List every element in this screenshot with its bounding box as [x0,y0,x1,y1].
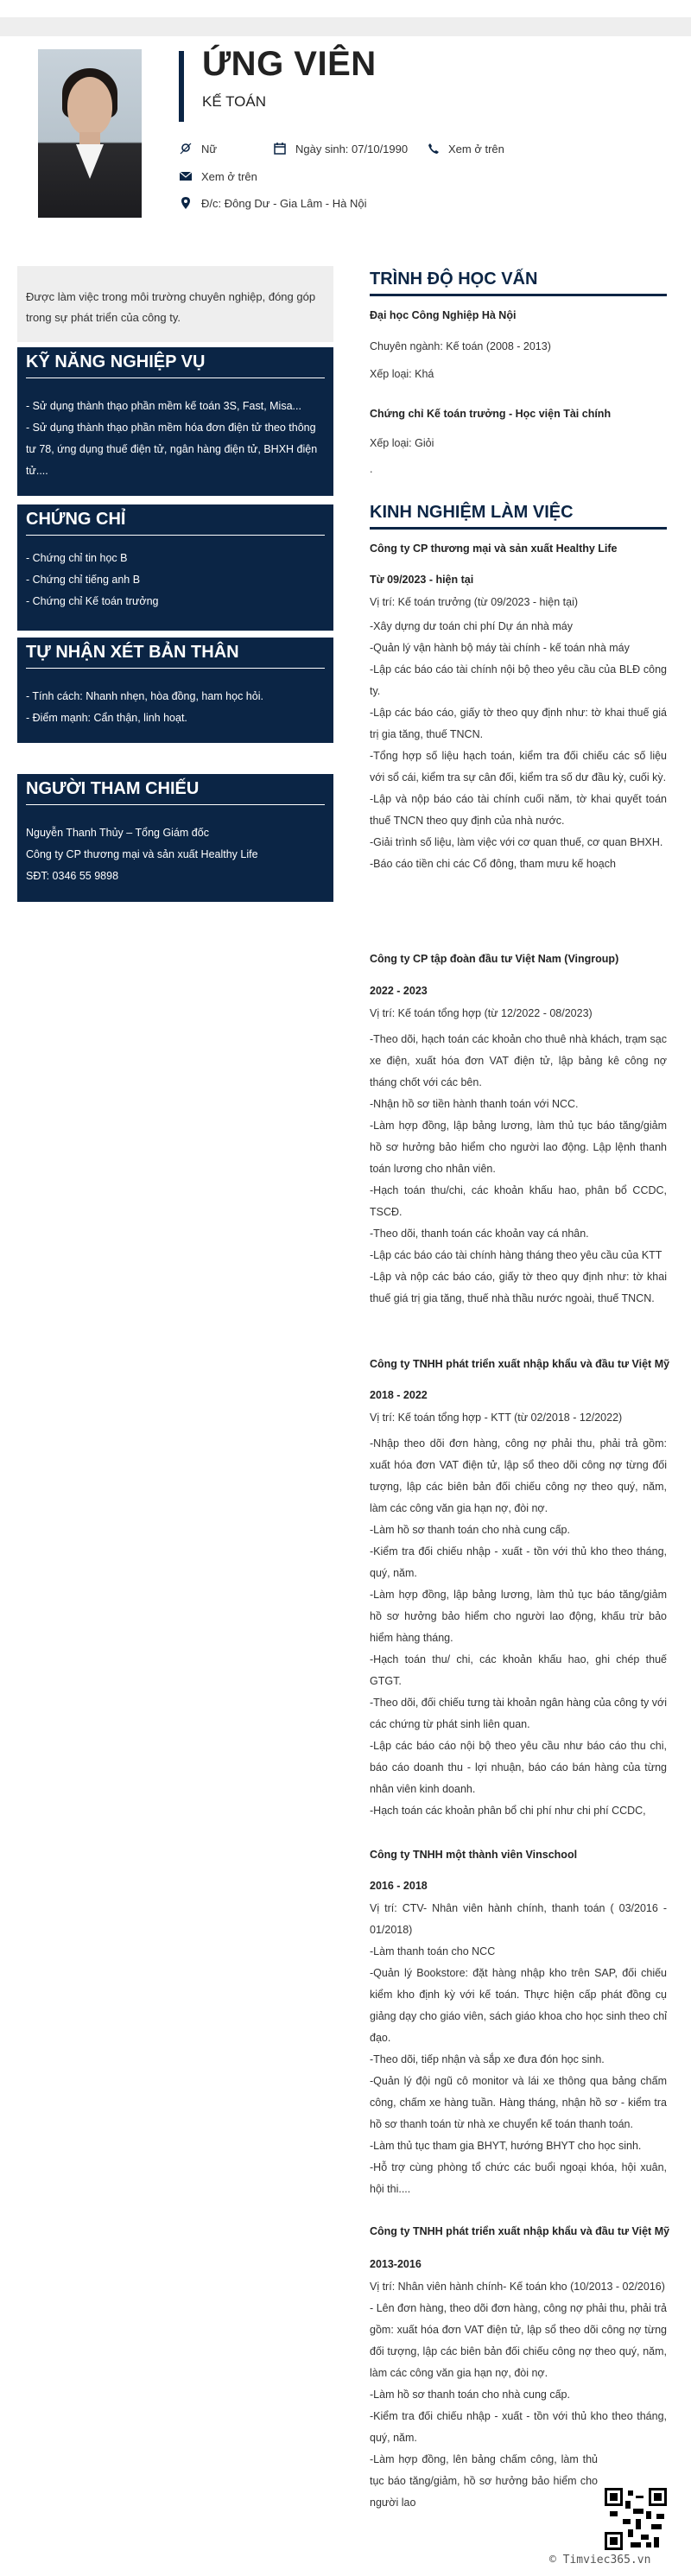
job-company: Công ty CP tập đoàn đầu tư Việt Nam (Vingroup) [370,953,619,965]
job-duty: -Hỗ trợ cùng phòng tổ chức các buổi ngoại khóa, hội xuân, hội thi.... [370,2161,667,2195]
job-duty: -Làm hồ sơ thanh toán cho nhà cung cấp. [370,1524,570,1536]
skills-title: KỸ NĂNG NGHIỆP VỤ [26,352,206,371]
education-certificate-grade: Xếp loại: Giỏi [370,437,434,449]
job-role: Vị trí: Kế toán tổng hợp (từ 12/2022 - 08/2023) [370,1007,593,1019]
self-assessment-section [17,638,333,743]
skills-line: - Sử dụng thành thạo phần mềm kế toán 3S, Fast, Misa... [26,400,301,412]
experience-title: KINH NGHIỆM LÀM VIỆC [370,503,574,522]
reference-line: Công ty CP thương mại và sản xuất Healthy Life [26,848,258,860]
gender-text: Nữ [201,143,218,155]
job-duty: -Theo dõi, đối chiếu tưng tài khoản ngân hàng của công ty với các chứng từ phát sinh liên quan. [370,1697,667,1730]
job-duty: -Làm thủ tục tham gia BHYT, hướng BHYT cho học sinh. [370,2140,642,2152]
email-icon [179,169,193,183]
job-company: Công ty TNHH phát triển xuất nhập khẩu và đầu tư Việt Mỹ [370,1358,670,1370]
job-company: Công ty TNHH phát triển xuất nhập khẩu và đầu tư Việt Mỹ [370,2225,670,2237]
job-duty: -Làm hợp đồng, lên bảng chấm công, làm thủ tục báo tăng/giảm, hồ sơ hưởng bảo hiểm cho người lao [370,2453,598,2509]
job-duty: -Làm hợp đồng, lập bảng lương, làm thủ tục báo tăng/giảm hồ sơ hưởng bảo hiểm cho người lao động. Lập lệnh thanh toán lương cho nhân viên. [370,1120,667,1175]
calendar-icon [273,142,287,155]
job-description [370,1898,667,2200]
certificate-item: - Chứng chỉ Kế toán trưởng [26,595,159,607]
job-duty: -Làm hồ sơ thanh toán cho nhà cung cấp. [370,2389,570,2401]
top-bar [0,17,691,36]
job-duty: -Lập các báo cáo tài chính hàng tháng theo yêu cầu của KTT [370,1249,662,1261]
career-objective-text: Được làm việc trong môi trường chuyên nghiệp, đóng góp trong sự phát triển của công ty. [26,290,316,324]
references-section [17,774,333,902]
certificates-title: CHỨNG CHỈ [26,510,126,529]
address-text: Đ/c: Đông Dư - Gia Lâm - Hà Nội [201,197,367,210]
job-role: Vị trí: Kế toán trưởng (từ 09/2023 - hiện tại) [370,596,579,608]
reference-line: SĐT: 0346 55 9898 [26,870,119,882]
job-role: Vị trí: CTV- Nhân viên hành chính, thanh toán ( 03/2016 - 01/2018) [370,1902,667,1936]
education-major: Chuyên ngành: Kế toán (2008 - 2013) [370,340,551,352]
education-title: TRÌNH ĐỘ HỌC VẤN [370,270,538,289]
job-description [370,2276,667,2514]
job-duty: -Làm hợp đồng, lập bảng lương, làm thủ tục báo tăng/giảm hồ sơ hưởng bảo hiểm cho người lao động, khấu trừ bảo hiểm hàng tháng. [370,1589,667,1644]
job-duty: -Quản lý vận hành bộ máy tài chính - kế toán nhà máy [370,642,630,654]
reference-line: Nguyễn Thanh Thủy – Tổng Giám đốc [26,827,209,839]
skills-line: tư 78, ứng dụng thuế điện tử, ngân hàng điện tử, BHXH điện [26,443,318,455]
birthday-text: Ngày sinh: 07/10/1990 [295,143,409,155]
job-duty: -Lập và nộp báo cáo tài chính cuối năm, tờ khai quyết toán thuế TNCN theo quy định của nhà nước. [370,793,667,827]
phone-text: Xem ở trên [448,143,504,155]
education-certificate: Chứng chỉ Kế toán trưởng - Học viện Tài chính [370,408,612,420]
job-duty: -Theo dõi, hạch toán các khoản cho thuê nhà khách, trạm sạc xe điện, xuất hóa đơn VAT điện tử, lập bảng kê công nợ tháng chốt với các bên. [370,1033,667,1088]
email-text: Xem ở trên [201,170,257,183]
location-icon [179,196,193,210]
job-duty: -Làm thanh toán cho NCC [370,1945,496,1957]
job-role: Vị trí: Kế toán tổng hợp - KTT (từ 02/2018 - 12/2022) [370,1412,623,1424]
career-objective [17,266,333,342]
skills-section [17,347,333,496]
job-duty: -Giải trình số liệu, làm việc với cơ quan thuế, cơ quan BHXH. [370,836,663,848]
education-end-dot: . [370,463,373,475]
references-title: NGƯỜI THAM CHIẾU [26,779,200,798]
job-duty: -Xây dựng dư toán chi phí Dự án nhà máy [370,620,573,632]
education-grade: Xếp loại: Khá [370,368,434,380]
experience-rule [370,527,667,530]
job-duty: -Tổng hợp số liệu hạch toán, kiểm tra đối chiếu các số liệu với sổ cái, kiểm tra sự cân đối, kiểm tra số dư đầu kỳ, cuối kỳ. [370,750,667,784]
job-duty: -Báo cáo tiền chi các Cổ đông, tham mưu kế hoạch [370,858,616,870]
job-description [370,1029,667,1310]
self-assessment-line: - Tính cách: Nhanh nhẹn, hòa đồng, ham học hỏi. [26,690,263,702]
job-period: Từ 09/2023 - hiện tại [370,574,474,586]
name-accent-bar [179,51,184,122]
job-duty: -Kiểm tra đối chiếu nhập - xuất - tồn với thủ kho theo tháng, quý, năm. [370,1545,667,1579]
candidate-photo [38,49,142,218]
job-duty: -Lập các báo cáo nội bộ theo yêu cầu như báo cáo thu chi, báo cáo doanh thu - lợi nhuận, báo cáo bán hàng của từng nhân viên kinh doanh. [370,1740,667,1795]
job-duty: -Hạch toán thu/ chi, các khoản khấu hao, ghi chép thuế GTGT. [370,1653,667,1687]
job-duty: -Lập các báo cáo tài chính nội bộ theo yêu cầu của BLĐ công ty. [370,663,667,697]
job-duty: -Lập và nộp các báo cáo, giấy tờ theo quy định như: tờ khai thuế giá trị gia tăng, thuế nhà thầu nước ngoài, thuế TNCN. [370,1271,667,1304]
job-duty: -Quản lý đội ngũ cô monitor và lái xe thông qua bảng chấm công, chấm xe hàng tuần. Hàng tháng, nhận hồ sơ - kiểm tra hồ sơ thanh toán từ nhà xe chuyển kế toán thanh toán. [370,2075,667,2130]
job-duty: -Hạch toán thu/chi, các khoản khấu hao, phân bổ CCDC, TSCĐ. [370,1184,667,1218]
education-rule [370,294,667,296]
job-duty: -Lập các báo cáo, giấy tờ theo quy định như: tờ khai thuế giá trị gia tăng, thuế TNCN. [370,707,667,740]
qr-code [605,2488,667,2550]
certificates-section [17,504,333,631]
job-duty: -Kiểm tra đối chiếu nhập - xuất - tồn với thủ kho theo tháng, quý, năm. [370,2410,667,2444]
job-company: Công ty CP thương mại và sản xuất Healthy Life [370,542,618,555]
education-school: Đại học Công Nghiệp Hà Nội [370,309,517,321]
job-description [370,616,667,875]
job-period: 2022 - 2023 [370,985,428,997]
job-duty: -Nhập theo dõi đơn hàng, công nợ phải thu, phải trả gồm: xuất hóa đơn VAT điện tử, lập sổ theo dõi công nợ từng đối tượng, lập các biên bản đối chiếu công nợ theo quý, năm, làm các công văn gia hạn nợ, đòi nợ. [370,1437,667,1514]
job-duty: -Nhận hồ sơ tiền hành thanh toán với NCC. [370,1098,579,1110]
skills-line: - Sử dụng thành thạo phần mềm hóa đơn điện tử theo thông [26,422,316,434]
certificate-item: - Chứng chỉ tin học B [26,552,128,564]
job-period: 2016 - 2018 [370,1880,428,1892]
job-duty: - Lên đơn hàng, theo dõi đơn hàng, công nợ phải thu, phải trả gồm: xuất hóa đơn VAT điện tử, lập sổ theo dõi công nợ từng đối tượng, lập các biên bản đối chiếu công nợ theo quý, năm, làm các công văn gia hạn nợ, đòi nợ. [370,2302,667,2379]
candidate-name: ỨNG VIÊN [202,45,377,83]
job-duty: -Theo dõi, tiếp nhận và sắp xe đưa đón học sinh. [370,2053,605,2065]
job-period: 2013-2016 [370,2258,422,2270]
certificate-item: - Chứng chỉ tiếng anh B [26,574,141,586]
self-assessment-line: - Điểm mạnh: Cẩn thận, linh hoạt. [26,712,187,724]
candidate-position: KẾ TOÁN [202,93,267,110]
job-company: Công ty TNHH một thành viên Vinschool [370,1849,578,1861]
self-assessment-title: TỰ NHẬN XÉT BẢN THÂN [26,643,239,662]
job-duty: -Hạch toán các khoản phân bổ chi phí như chi phí CCDC, [370,1805,646,1817]
gender-icon [179,142,193,155]
timviec365-logo: © Timviec365.vn [549,2554,651,2566]
phone-icon [427,142,441,155]
job-role: Vị trí: Nhân viên hành chính- Kế toán kho (10/2013 - 02/2016) [370,2281,665,2293]
job-description [370,1433,667,1822]
job-period: 2018 - 2022 [370,1389,428,1401]
skills-line: tử.... [26,465,48,477]
job-duty: -Theo dõi, thanh toán các khoản vay cá nhân. [370,1228,589,1240]
job-duty: -Quản lý Bookstore: đặt hàng nhập kho trên SAP, đối chiếu kiểm kho định kỳ với kế toán. Thực hiện cấp phát đồng cụ giảng dạy cho giáo viên, sách giáo khoa cho học sinh theo chỉ đạo. [370,1967,667,2044]
